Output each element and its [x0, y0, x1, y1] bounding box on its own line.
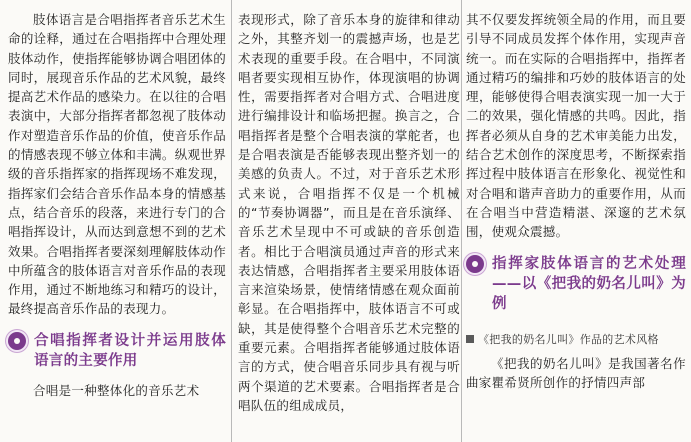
section-heading-text: 合唱指挥者设计并运用肢体语言的主要作用 — [34, 332, 226, 369]
column-divider — [231, 0, 232, 442]
section-heading-text: 指挥家肢体语言的艺术处理——以《把我的奶名儿叫》为例 — [492, 255, 686, 312]
subsection-heading-text: 《把我的奶名儿叫》作品的艺术风格 — [478, 332, 659, 346]
square-bullet-icon — [466, 335, 474, 343]
body-paragraph: 合唱是一种整体化的音乐艺术 — [33, 382, 200, 398]
column-divider — [461, 0, 462, 442]
subsection-heading — [466, 332, 686, 348]
text-column-1 — [8, 10, 226, 400]
body-paragraph: 肢体语言是合唱指挥者音乐艺术生命的诠释，通过在合唱指挥中合理处理肢体动作，使指挥能够协调合唱团体的同时，展现音乐作品的艺术风貌，最终提高艺术作品的感染力。在以往的合唱表演中，大部分指挥者都忽视了肢体动作对塑造音乐作品的价值，使音乐作品的情感表现不够立体和丰满。纵观世界级的音乐指挥家的指挥现场不难发现，指挥家们会结合音乐作品本身的情感基点，结合音乐的段落，来进行专门的合唱指挥设计，从而达到意想不到的艺术效果。合唱指挥者要深刻理解肢体动作中所蕴含的肢体语言对音乐作品的表现作用，通过不断地练习和精巧的设计，最终提高音乐作品的表现力。 — [8, 12, 226, 317]
text-column-2 — [238, 10, 460, 415]
body-paragraph: 《把我的奶名儿叫》是我国著名作曲家瞿希贤所创作的抒情四声部 — [466, 355, 686, 390]
section-heading — [466, 254, 686, 314]
section-bullet-icon — [466, 255, 484, 273]
body-paragraph: 其不仅要发挥统领全局的作用，而且要引导不同成员发挥个体作用，实现声音统一。而在实际的合唱指挥中，指挥者通过精巧的编排和巧妙的肢体语言的处理，能够使得合唱表演实现一加一大于二的效果，强化情感的共鸣。因此，指挥者必须从自身的艺术审美能力出发，结合艺术创作的深度思考，不断探索指挥过程中肢体语言在形象化、视觉性和对合唱和谐声音助力的重要作用，从而在合唱当中营造精湛、深邃的艺术氛围，使观众震撼。 — [466, 12, 686, 240]
body-paragraph: 表现形式，除了音乐本身的旋律和律动之外，其整齐划一的震撼声场，也是艺术表现的重要手段。在合唱中，不同演唱者要实现相互协作，体现演唱的协调性，需要指挥者对合唱方式、合唱进度进行编排设计和临场把握。换言之，合唱指挥者是整个合唱表演的掌舵者，也是合唱表演是否能够表现出整齐划一的美感的负责人。不过，对于音乐艺术形式来说，合唱指挥不仅是一个机械的“节奏协调器”，而且是在音乐演绎、音乐艺术呈现中不可或缺的音乐创造者。相比于合唱演员通过声音的形式来表达情感，合唱指挥者主要采用肢体语言来渲染场景，使情绪情感在观众面前彰显。在合唱指挥中，肢体语言不可或缺，其是使得整个合唱音乐艺术完整的重要元素。合唱指挥者能够通过肢体语言的方式，使合唱音乐同步具有视与听两个渠道的艺术要素。合唱指挥者是合唱队伍的组成成员， — [238, 12, 460, 413]
section-heading — [8, 331, 226, 371]
text-column-3 — [466, 10, 686, 392]
section-bullet-icon — [8, 332, 26, 350]
